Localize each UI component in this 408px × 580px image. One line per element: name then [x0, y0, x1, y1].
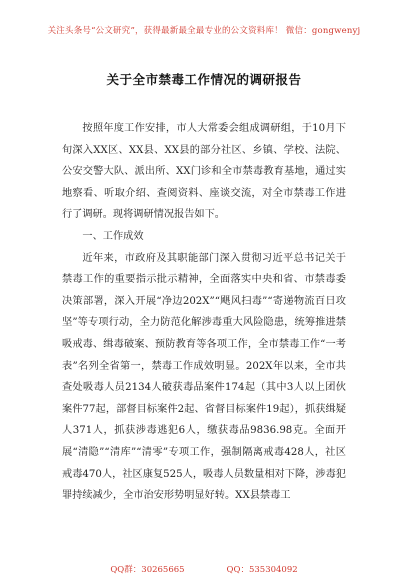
section-heading: 一、工作成效 [82, 230, 144, 242]
header-notice: 关注头条号“公文研究”，获得最新最全最专业的公文资料库！ 微信：gongwenyj [47, 26, 361, 36]
paragraph-intro: 按照年度工作安排，市人大常委会组成调研组，于10月下旬深入XX区、XX县、XX县的部分社区、乡镇、学校、法院、公安交警大队、派出所、XX门诊和全市禁毒教育基地，通过实地察看、听取介绍、查阅资料、座谈交流，对全市禁毒工作进行了调研。现将调研情况报告如下。 [62, 123, 346, 221]
footer-qq-group: QQ群：30265665 [110, 565, 185, 575]
page-title: 关于全市禁毒工作情况的调研报告 [106, 72, 302, 87]
paragraph-achievements: 近年来，市政府及其职能部门深入贯彻习近平总书记关于禁毒工作的重要指示批示精神，全面落实中央和省、市禁毒委决策部署，深入开展“净边202X”“飓风扫毒”“寄递物流百日攻坚”等专项行动，全力防范化解涉毒重大风险隐患，统筹推进禁吸戒毒、缉毒破案、预防教育等各项工作，全市禁毒工作“一考表”名列全省第一，禁毒工作成效明显。202X年以来，全市共查处吸毒人员2134人破获毒品案件174起（其中3人以上团伙案件77起，部督目标案件2起、省督目标案件19起），抓获缉疑人371人，抓获涉毒逃犯6人，缴获毒品9836.98克。全面开展“清隐”“清库”“清零”专项工作，强制隔离戒毒428人，社区戒毒470人，社区康复525人，吸毒人员数量相对下降，涉毒犯罪持续减少，全市治安形势明显好转。XX县禁毒工 [62, 252, 346, 502]
footer-qq: QQ：535304092 [226, 565, 298, 575]
footer-contacts [0, 563, 408, 575]
document-body [62, 118, 346, 507]
